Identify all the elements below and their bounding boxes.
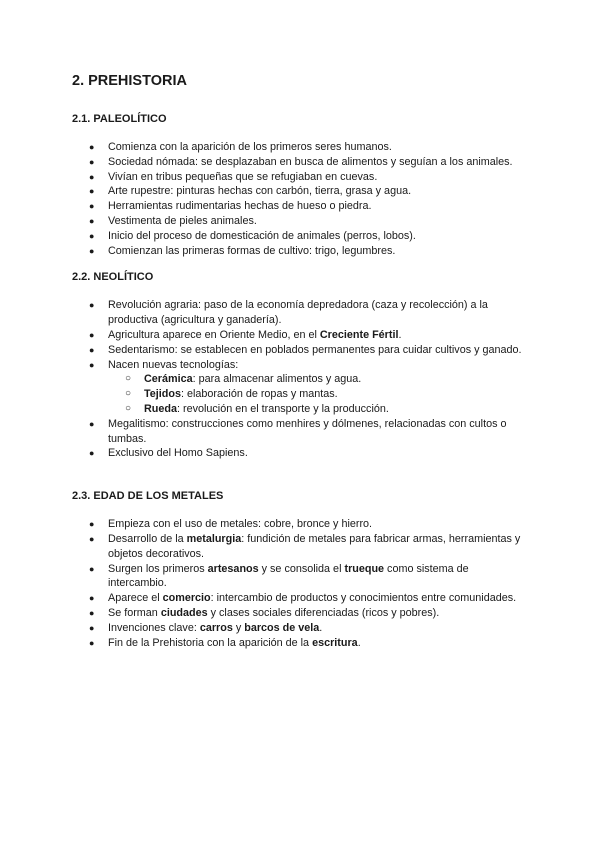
text-run: y se consolida el bbox=[258, 562, 345, 575]
bold-term: Rueda bbox=[144, 402, 177, 415]
bullet-dot-icon: ● bbox=[89, 607, 95, 618]
bullet-dot-icon: ● bbox=[89, 186, 95, 197]
text-run: Herramientas rudimentarias hechas de hueso o piedra. bbox=[108, 200, 372, 213]
list-item bbox=[108, 372, 528, 387]
list-item bbox=[72, 417, 528, 447]
list-item bbox=[72, 244, 528, 259]
text-run: Nacen nuevas tecnologías: bbox=[108, 358, 239, 371]
list-item bbox=[72, 446, 528, 461]
text-run: Vestimenta de pieles animales. bbox=[108, 214, 257, 227]
text-run: Revolución agraria: paso de la economía depredadora (caza y recolección) a la productiva (agricultura y ganadería). bbox=[108, 299, 488, 327]
text-run: Agricultura aparece en Oriente Medio, en el bbox=[108, 328, 320, 341]
list-item-text bbox=[144, 388, 338, 400]
text-run: Sociedad nómada: se desplazaban en busca de alimentos y seguían a los animales. bbox=[108, 155, 513, 168]
list-item bbox=[72, 328, 528, 343]
text-run: y bbox=[232, 621, 245, 634]
text-run: Vivían en tribus pequeñas que se refugiaban en cuevas. bbox=[108, 170, 378, 183]
text-run: . bbox=[357, 636, 361, 649]
list-item bbox=[72, 229, 528, 244]
list-item-text bbox=[144, 403, 389, 415]
list-item bbox=[72, 517, 528, 532]
bullet-dot-icon: ● bbox=[89, 563, 95, 574]
section-heading: 2.1. PALEOLÍTICO bbox=[72, 113, 167, 125]
list-item bbox=[72, 621, 528, 636]
list-item bbox=[72, 140, 528, 155]
text-run: Invenciones clave: bbox=[108, 621, 200, 634]
bold-term: Creciente Fértil bbox=[319, 328, 399, 341]
list-item-text bbox=[108, 622, 322, 634]
list-item bbox=[72, 184, 528, 199]
bold-term: escritura bbox=[312, 636, 358, 649]
list-item-text bbox=[108, 230, 416, 242]
bullet-dot-icon: ● bbox=[89, 448, 95, 459]
bullet-dot-icon: ● bbox=[89, 171, 95, 182]
text-run: . bbox=[398, 328, 402, 341]
bold-term: artesanos bbox=[207, 562, 259, 575]
text-run: Surgen los primeros bbox=[108, 562, 208, 575]
list-item-text bbox=[108, 518, 372, 530]
list-item-text bbox=[108, 418, 506, 445]
list-item-text bbox=[144, 373, 361, 385]
list-item-text bbox=[108, 563, 469, 590]
list-item-text bbox=[108, 171, 377, 183]
text-run: Inicio del proceso de domesticación de animales (perros, lobos). bbox=[108, 229, 416, 242]
text-run: Comienzan las primeras formas de cultivo: trigo, legumbres. bbox=[108, 244, 396, 257]
list-item-text bbox=[108, 447, 248, 459]
text-run: Fin de la Prehistoria con la aparición de la bbox=[108, 636, 313, 649]
list-item-text bbox=[108, 185, 411, 197]
bullet-dot-icon: ● bbox=[89, 201, 95, 212]
bold-term: carros bbox=[199, 621, 233, 634]
bullet-dot-icon: ● bbox=[89, 215, 95, 226]
list-item bbox=[72, 606, 528, 621]
section-heading: 2.2. NEOLÍTICO bbox=[72, 271, 154, 284]
bold-term: metalurgia bbox=[186, 532, 242, 545]
bullet-dot-icon: ● bbox=[89, 359, 95, 370]
list-item bbox=[72, 343, 528, 358]
bullet-dot-icon: ● bbox=[89, 300, 95, 311]
page-title: 2. PREHISTORIA bbox=[72, 73, 187, 89]
list-item-text bbox=[108, 245, 395, 257]
bullet-dot-icon: ● bbox=[89, 519, 95, 530]
text-run: : revolución en el transporte y la producción. bbox=[177, 402, 389, 415]
section-paleolitico bbox=[72, 112, 528, 258]
text-run: Exclusivo del Homo Sapiens. bbox=[108, 447, 248, 460]
list-item-text bbox=[108, 607, 439, 619]
sub-bullet-list bbox=[108, 372, 528, 416]
bullet-circle-icon: ○ bbox=[125, 402, 132, 414]
bullet-dot-icon: ● bbox=[89, 622, 95, 633]
bullet-dot-icon: ● bbox=[89, 418, 95, 429]
text-run: : fundición de metales para fabricar armas, herramientas y objetos decorativos. bbox=[108, 532, 521, 560]
bullet-list bbox=[72, 517, 528, 650]
bullet-list bbox=[72, 298, 528, 461]
bold-term: ciudades bbox=[160, 606, 208, 619]
list-item bbox=[72, 532, 528, 562]
list-item bbox=[72, 199, 528, 214]
bullet-dot-icon: ● bbox=[89, 245, 95, 256]
list-item bbox=[72, 214, 528, 229]
bold-term: comercio bbox=[162, 592, 211, 605]
text-run: Comienza con la aparición de los primeros seres humanos. bbox=[108, 141, 392, 153]
list-item-text bbox=[108, 156, 513, 168]
section-edad-metales bbox=[72, 489, 528, 650]
text-run: : elaboración de ropas y mantas. bbox=[181, 388, 338, 401]
list-item bbox=[72, 170, 528, 185]
text-run: : para almacenar alimentos y agua. bbox=[192, 373, 362, 386]
text-run: Megalitismo: construcciones como menhires y dólmenes, relacionadas con cultos o tumbas. bbox=[108, 417, 507, 445]
bullet-dot-icon: ● bbox=[89, 344, 95, 355]
list-item-text bbox=[108, 359, 238, 371]
bullet-dot-icon: ● bbox=[89, 142, 95, 152]
bold-term: barcos de vela bbox=[244, 621, 320, 634]
bold-term: trueque bbox=[344, 562, 385, 575]
bullet-list bbox=[72, 140, 528, 258]
bullet-circle-icon: ○ bbox=[125, 388, 132, 400]
list-item-text bbox=[108, 215, 257, 227]
list-item-text bbox=[108, 637, 361, 649]
section-neolitico bbox=[72, 270, 528, 461]
bold-term: Cerámica bbox=[144, 373, 193, 386]
list-item-text bbox=[108, 299, 488, 326]
list-item bbox=[72, 636, 528, 651]
list-item-text bbox=[108, 592, 516, 604]
bullet-dot-icon: ● bbox=[89, 156, 95, 167]
list-item-text bbox=[108, 533, 520, 560]
bullet-circle-icon: ○ bbox=[125, 373, 132, 385]
text-run: : intercambio de productos y conocimientos entre comunidades. bbox=[210, 592, 517, 605]
bullet-dot-icon: ● bbox=[89, 533, 95, 544]
bold-term: Tejidos bbox=[144, 388, 181, 401]
text-run: como sistema de intercambio. bbox=[108, 562, 469, 590]
list-item bbox=[72, 562, 528, 592]
list-item-text bbox=[108, 344, 522, 356]
list-item bbox=[72, 298, 528, 328]
section-heading: 2.3. EDAD DE LOS METALES bbox=[72, 490, 224, 503]
list-item bbox=[108, 387, 528, 402]
text-run: . bbox=[319, 621, 323, 634]
text-run: Desarrollo de la bbox=[108, 532, 187, 545]
text-run: Sedentarismo: se establecen en poblados permanentes para cuidar cultivos y ganado. bbox=[108, 343, 522, 356]
list-item-text bbox=[108, 200, 371, 212]
text-run: Se forman bbox=[108, 606, 161, 619]
text-run: Arte rupestre: pinturas hechas con carbón, tierra, grasa y agua. bbox=[108, 185, 412, 198]
list-item bbox=[72, 358, 528, 417]
list-item-text bbox=[108, 329, 401, 341]
bullet-dot-icon: ● bbox=[89, 329, 95, 340]
list-item bbox=[72, 591, 528, 606]
text-run: Aparece el bbox=[108, 592, 163, 605]
bullet-dot-icon: ● bbox=[89, 637, 95, 648]
bullet-dot-icon: ● bbox=[89, 230, 95, 241]
text-run: Empieza con el uso de metales: cobre, bronce y hierro. bbox=[108, 518, 373, 531]
list-item-text bbox=[108, 141, 392, 153]
list-item bbox=[72, 155, 528, 170]
list-item bbox=[108, 402, 528, 417]
bullet-dot-icon: ● bbox=[89, 593, 95, 604]
text-run: y clases sociales diferenciadas (ricos y pobres). bbox=[207, 606, 440, 619]
